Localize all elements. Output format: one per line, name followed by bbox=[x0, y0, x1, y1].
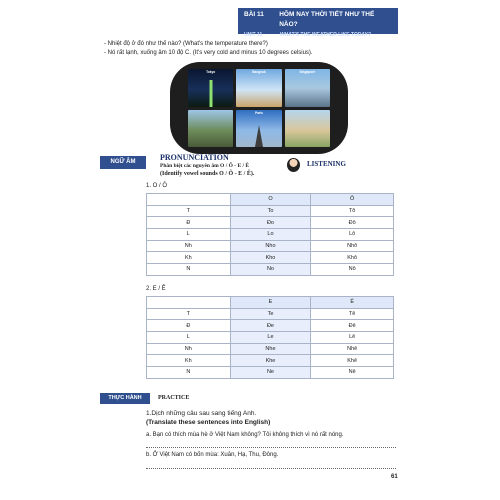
pronunciation-heading bbox=[160, 153, 254, 178]
table-row bbox=[147, 217, 394, 229]
pronunciation-subtitle-en: (Identify vowel sounds O / Ô - E / Ê). bbox=[160, 171, 255, 177]
table-cell: Đê bbox=[311, 320, 394, 332]
question-b: b. Ở Việt Nam có bốn mùa: Xuân, Hạ, Thu, Đông. bbox=[146, 452, 279, 458]
listening-avatar-icon bbox=[287, 158, 300, 172]
table-row bbox=[147, 332, 394, 344]
table-row bbox=[147, 367, 394, 379]
table-a-label: 1. O / Ô bbox=[146, 183, 168, 189]
city-photo-frame bbox=[170, 62, 348, 154]
table-cell: Nhê bbox=[311, 343, 394, 355]
table-row bbox=[147, 240, 394, 252]
lesson-header-banner bbox=[238, 8, 398, 38]
table-row bbox=[147, 252, 394, 264]
pronunciation-subtitle-vi: Phân biệt các nguyên âm O / Ô - E / Ê bbox=[160, 163, 250, 169]
photo-tokyo bbox=[188, 69, 233, 107]
table-cell: Nhe bbox=[230, 343, 311, 355]
table-cell: N bbox=[147, 264, 231, 276]
table-cell: Lê bbox=[311, 332, 394, 344]
section-tag-practice: THỰC HÀNH bbox=[100, 393, 150, 404]
table-cell: Đ bbox=[147, 320, 231, 332]
table-cell: Kho bbox=[230, 252, 311, 264]
exercise-instructions bbox=[146, 410, 270, 427]
exercise-instruction-vi: 1.Dịch những câu sau sang tiếng Anh. bbox=[146, 410, 257, 417]
table-cell: Ne bbox=[230, 367, 311, 379]
photo-paris bbox=[236, 110, 281, 148]
table-cell: Ô bbox=[311, 194, 394, 206]
unit-title: WHAT'S THE WEATHER LIKE TODAY? bbox=[280, 32, 372, 38]
vowel-table-e bbox=[146, 296, 394, 379]
table-cell: Tê bbox=[311, 308, 394, 320]
table-cell bbox=[147, 297, 231, 309]
table-cell: Tô bbox=[311, 205, 394, 217]
table-cell: O bbox=[230, 194, 311, 206]
answer-line-b[interactable] bbox=[146, 468, 396, 469]
table-cell: T bbox=[147, 308, 231, 320]
photo-caption: Bangkok bbox=[252, 70, 266, 74]
table-cell: Nhô bbox=[311, 240, 394, 252]
table-row bbox=[147, 205, 394, 217]
table-cell: Đo bbox=[230, 217, 311, 229]
question-a: a. Bạn có thích mùa hè ở Việt Nam không? Tôi không thích vì nó rất nóng. bbox=[146, 432, 344, 438]
table-cell: Ê bbox=[311, 297, 394, 309]
table-cell: Te bbox=[230, 308, 311, 320]
table-cell bbox=[147, 194, 231, 206]
photo-caption: Tokyo bbox=[206, 70, 216, 74]
table-cell: Lo bbox=[230, 229, 311, 241]
vowel-table-o bbox=[146, 193, 394, 276]
table-cell: Nô bbox=[311, 264, 394, 276]
table-cell: Nh bbox=[147, 240, 231, 252]
lesson-label: BÀI 11 bbox=[244, 11, 264, 18]
table-cell: L bbox=[147, 229, 231, 241]
table-cell: Nho bbox=[230, 240, 311, 252]
unit-label: UNIT 11 bbox=[244, 32, 263, 38]
table-row bbox=[147, 343, 394, 355]
photo-street bbox=[188, 110, 233, 148]
table-cell: T bbox=[147, 205, 231, 217]
bullet-line: - Nó rất lạnh, xuống âm 10 độ C. (It's very cold and minus 10 degrees celsius). bbox=[104, 50, 313, 56]
table-row bbox=[147, 355, 394, 367]
table-row bbox=[147, 229, 394, 241]
pronunciation-title: PRONUNCIATION bbox=[160, 153, 229, 162]
photo-caption: Paris bbox=[255, 110, 263, 115]
table-header-row bbox=[147, 297, 394, 309]
table-cell: Lô bbox=[311, 229, 394, 241]
photo-singapore bbox=[285, 69, 330, 107]
table-b-label: 2. E / Ê bbox=[146, 286, 166, 292]
intro-bullets bbox=[104, 40, 313, 58]
table-cell: Khê bbox=[311, 355, 394, 367]
table-cell: Khe bbox=[230, 355, 311, 367]
photo-caption: Singapore bbox=[299, 70, 316, 74]
table-cell: L bbox=[147, 332, 231, 344]
table-row bbox=[147, 308, 394, 320]
table-cell: Nê bbox=[311, 367, 394, 379]
section-tag-pronunciation: NGỮ ÂM bbox=[100, 156, 146, 169]
table-header-row bbox=[147, 194, 394, 206]
table-cell: Đ bbox=[147, 217, 231, 229]
tokyo-tower-icon bbox=[209, 80, 212, 106]
answer-line-a[interactable] bbox=[146, 447, 396, 448]
table-row bbox=[147, 320, 394, 332]
listening-label[interactable]: LISTENING bbox=[307, 160, 346, 168]
table-row bbox=[147, 264, 394, 276]
table-cell: Đô bbox=[311, 217, 394, 229]
table-cell: Le bbox=[230, 332, 311, 344]
eiffel-tower-icon bbox=[255, 125, 263, 147]
table-cell: No bbox=[230, 264, 311, 276]
lesson-title: HÔM NAY THỜI TIẾT NHƯ THẾ NÀO? bbox=[279, 11, 375, 28]
table-cell: Kh bbox=[147, 252, 231, 264]
table-cell: To bbox=[230, 205, 311, 217]
table-cell: Nh bbox=[147, 343, 231, 355]
photo-bangkok bbox=[236, 69, 281, 107]
photo-pagoda bbox=[285, 110, 330, 148]
practice-title: PRACTICE bbox=[158, 395, 190, 401]
page-number: 61 bbox=[391, 474, 398, 480]
exercise-instruction-en: (Translate these sentences into English) bbox=[146, 418, 271, 426]
table-cell: Khô bbox=[311, 252, 394, 264]
table-cell: N bbox=[147, 367, 231, 379]
table-cell: Kh bbox=[147, 355, 231, 367]
table-cell: E bbox=[230, 297, 311, 309]
bullet-line: - Nhiệt độ ở đó như thế nào? (What's the temperature there?) bbox=[104, 41, 268, 47]
table-cell: Đe bbox=[230, 320, 311, 332]
